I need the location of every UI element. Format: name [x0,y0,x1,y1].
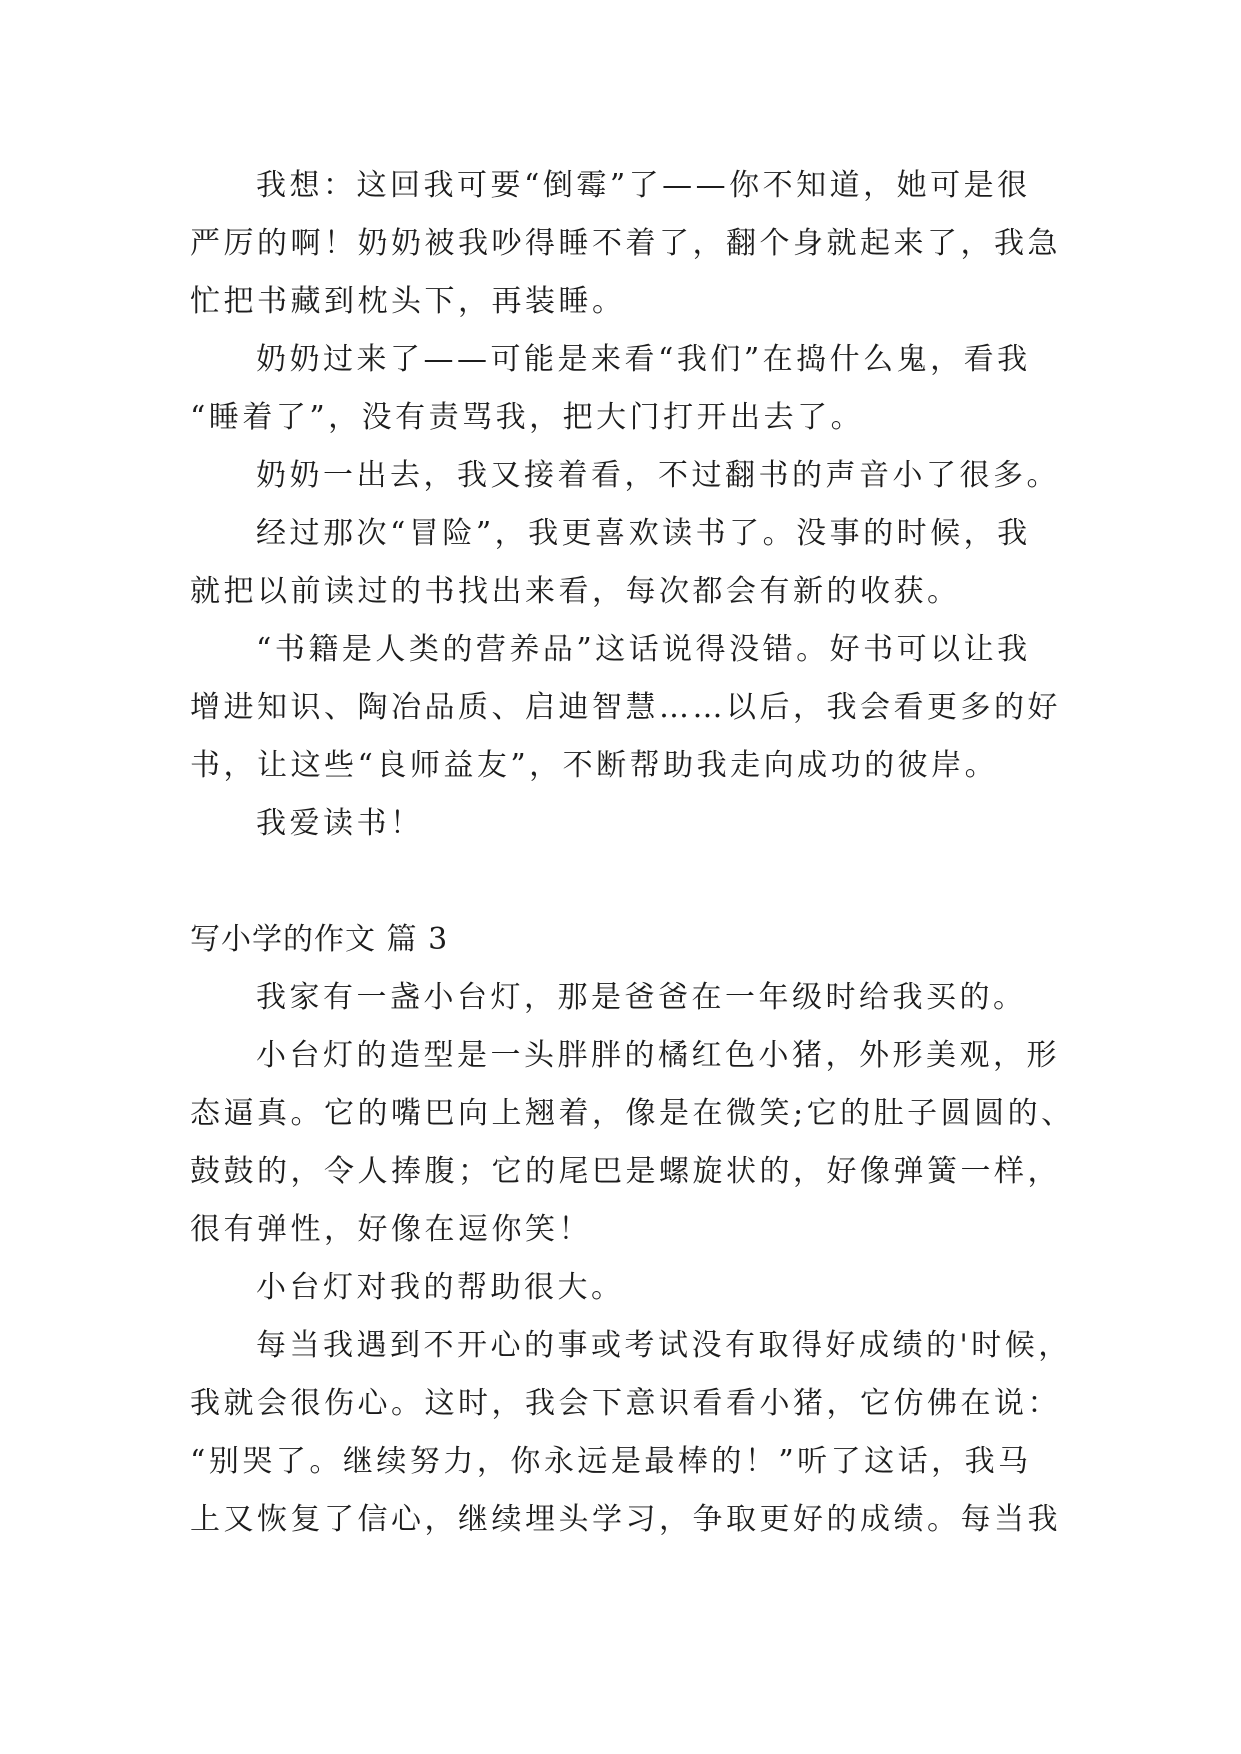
paragraph-line: 增进知识、陶冶品质、启迪智慧……以后，我会看更多的好 [190,690,1061,725]
paragraph-line: 态逼真。它的嘴巴向上翘着，像是在微笑;它的肚子圆圆的、 [190,1096,1075,1131]
paragraph-line: 我家有一盏小台灯，那是爸爸在一年级时给我买的。 [256,980,1027,1015]
paragraph-line: 我想：这回我可要“倒霉”了——你不知道，她可是很 [256,168,1031,203]
paragraph-line: 经过那次“冒险”，我更喜欢读书了。没事的时候，我 [256,516,1031,551]
paragraph-line: 忙把书藏到枕头下，再装睡。 [190,284,626,319]
paragraph-line: “书籍是人类的营养品”这话说得没错。好书可以让我 [256,632,1031,667]
paragraph-line: “别哭了。继续努力，你永远是最棒的！”听了这话，我马 [190,1444,1032,1479]
paragraph-line: 上又恢复了信心，继续埋头学习，争取更好的成绩。每当我 [190,1502,1061,1537]
paragraph-line: 小台灯的造型是一头胖胖的橘红色小猪，外形美观，形 [256,1038,1060,1073]
paragraph-line: 每当我遇到不开心的事或考试没有取得好成绩的'时候， [256,1328,1072,1363]
paragraph-line: 小台灯对我的帮助很大。 [256,1270,625,1305]
paragraph-line: 就把以前读过的书找出来看，每次都会有新的收获。 [190,574,961,609]
paragraph-line: 严厉的啊！奶奶被我吵得睡不着了，翻个身就起来了，我急 [190,226,1061,261]
paragraph-line: 书，让这些“良师益友”，不断帮助我走向成功的彼岸。 [190,748,999,783]
paragraph-line: 我爱读书！ [256,806,424,841]
paragraph-line: 奶奶一出去，我又接着看，不过翻书的声音小了很多。 [256,458,1060,493]
paragraph-line: 奶奶过来了——可能是来看“我们”在捣什么鬼，看我 [256,342,1031,377]
section-heading: 写小学的作文 篇 3 [190,922,449,957]
paragraph-line: 很有弹性，好像在逗你笑！ [190,1212,592,1247]
paragraph-line: 鼓鼓的，令人捧腹；它的尾巴是螺旋状的，好像弹簧一样， [190,1154,1061,1189]
paragraph-line: “睡着了”，没有责骂我，把大门打开出去了。 [190,400,865,435]
paragraph-line: 我就会很伤心。这时，我会下意识看看小猪，它仿佛在说： [190,1386,1061,1421]
